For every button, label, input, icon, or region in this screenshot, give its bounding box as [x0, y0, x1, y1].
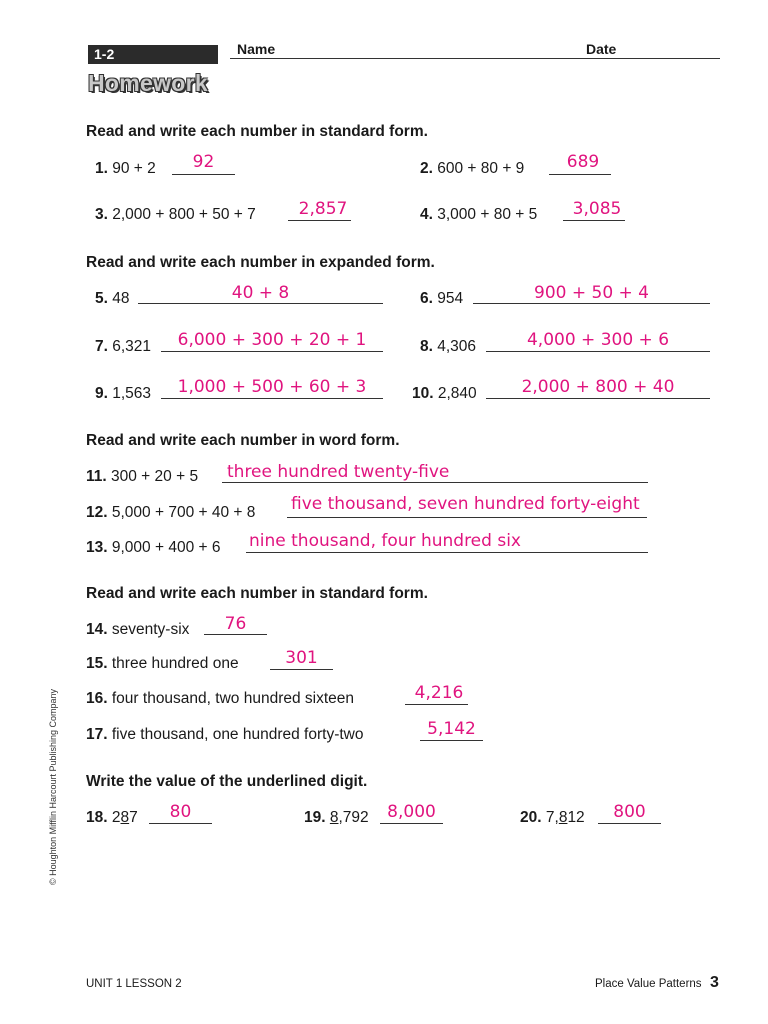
answer-12[interactable]: five thousand, seven hundred forty-eight	[291, 494, 640, 514]
section-heading-word: Read and write each number in word form.	[86, 432, 400, 449]
question-12	[86, 504, 255, 522]
question-prompt: five thousand, one hundred forty-two	[111, 726, 364, 743]
answer-line	[172, 174, 235, 175]
prompt-pre: 2	[111, 809, 121, 826]
answer-line	[161, 351, 383, 352]
answer-line	[486, 398, 710, 399]
question-2	[420, 160, 524, 178]
question-number: 19.	[304, 809, 326, 826]
question-prompt: 1,563	[112, 385, 152, 402]
question-number: 8.	[420, 338, 433, 355]
answer-line	[161, 398, 383, 399]
answer-line	[486, 351, 710, 352]
answer-7[interactable]: 6,000 + 300 + 20 + 1	[177, 330, 367, 350]
question-6	[420, 290, 463, 308]
question-18	[86, 809, 138, 827]
question-number: 5.	[95, 290, 108, 307]
question-prompt: 9,000 + 400 + 6	[111, 539, 221, 556]
answer-16[interactable]: 4,216	[414, 683, 464, 703]
question-prompt: 2,840	[437, 385, 477, 402]
question-number: 17.	[86, 726, 108, 743]
question-number: 1.	[95, 160, 108, 177]
name-label: Name	[237, 41, 276, 57]
name-date-line	[230, 58, 720, 59]
answer-8[interactable]: 4,000 + 300 + 6	[526, 330, 670, 350]
question-number: 10.	[412, 385, 434, 402]
answer-line	[598, 823, 661, 824]
question-number: 4.	[420, 206, 433, 223]
prompt-post: 12	[567, 809, 585, 826]
answer-11[interactable]: three hundred twenty-five	[227, 462, 450, 482]
section-heading-expanded: Read and write each number in expanded form.	[86, 254, 435, 271]
question-20	[520, 809, 585, 827]
question-9	[95, 385, 151, 403]
date-label: Date	[586, 41, 617, 57]
question-10	[412, 385, 477, 403]
section-heading-standard-1: Read and write each number in standard form.	[86, 123, 428, 140]
answer-line	[222, 482, 648, 483]
underlined-digit: 8	[120, 809, 130, 826]
question-13	[86, 539, 220, 557]
question-number: 13.	[86, 539, 108, 556]
answer-line	[420, 740, 483, 741]
question-prompt: 48	[112, 290, 130, 307]
question-number: 15.	[86, 655, 108, 672]
question-number: 11.	[86, 468, 107, 485]
answer-line	[288, 220, 351, 221]
question-number: 20.	[520, 809, 542, 826]
answer-10[interactable]: 2,000 + 800 + 40	[521, 377, 675, 397]
question-number: 14.	[86, 621, 108, 638]
copyright-notice: © Houghton Mifflin Harcourt Publishing Company	[48, 688, 58, 885]
question-prompt: 90 + 2	[112, 160, 156, 177]
prompt-post: 7	[129, 809, 138, 826]
question-number: 6.	[420, 290, 433, 307]
question-prompt: 5,000 + 700 + 40 + 8	[111, 504, 256, 521]
prompt-pre: 7,	[545, 809, 559, 826]
underlined-digit: 8	[329, 809, 339, 826]
answer-15[interactable]: 301	[285, 648, 318, 668]
question-8	[420, 338, 476, 356]
page-number: 3	[710, 974, 719, 991]
question-number: 3.	[95, 206, 108, 223]
question-15	[86, 655, 239, 673]
answer-1[interactable]: 92	[192, 152, 215, 172]
underlined-digit: 8	[558, 809, 568, 826]
question-3	[95, 206, 256, 224]
answer-line	[563, 220, 625, 221]
question-1	[95, 160, 156, 178]
question-number: 18.	[86, 809, 108, 826]
question-prompt: 3,000 + 80 + 5	[437, 206, 538, 223]
answer-17[interactable]: 5,142	[427, 719, 476, 739]
question-11	[86, 468, 198, 486]
question-prompt: seventy-six	[111, 621, 190, 638]
answer-20[interactable]: 800	[613, 802, 646, 822]
lesson-number-box: 1-2	[88, 45, 218, 64]
question-prompt: three hundred one	[111, 655, 239, 672]
question-prompt: 6,321	[112, 338, 152, 355]
answer-2[interactable]: 689	[566, 152, 600, 172]
answer-line	[138, 303, 383, 304]
homework-title: Homework	[88, 70, 208, 96]
answer-4[interactable]: 3,085	[572, 199, 622, 219]
prompt-post: ,792	[338, 809, 369, 826]
question-number: 9.	[95, 385, 108, 402]
footer-unit-lesson: UNIT 1 LESSON 2	[86, 978, 182, 990]
section-heading-standard-2: Read and write each number in standard form.	[86, 585, 428, 602]
question-19	[304, 809, 369, 827]
answer-18[interactable]: 80	[169, 802, 192, 822]
question-prompt: four thousand, two hundred sixteen	[111, 690, 355, 707]
answer-line	[204, 634, 267, 635]
answer-line	[149, 823, 212, 824]
question-14	[86, 621, 189, 639]
answer-19[interactable]: 8,000	[387, 802, 436, 822]
question-prompt: 4,306	[437, 338, 477, 355]
answer-line	[246, 552, 648, 553]
section-heading-value: Write the value of the underlined digit.	[86, 773, 368, 790]
footer-topic: Place Value Patterns	[595, 978, 702, 990]
question-17	[86, 726, 363, 744]
question-5	[95, 290, 130, 308]
question-number: 7.	[95, 338, 108, 355]
answer-line	[549, 174, 611, 175]
question-number: 2.	[420, 160, 433, 177]
answer-3[interactable]: 2,857	[298, 199, 348, 219]
question-prompt: 600 + 80 + 9	[437, 160, 525, 177]
question-prompt: 954	[437, 290, 464, 307]
question-7	[95, 338, 151, 356]
question-prompt: 300 + 20 + 5	[111, 468, 199, 485]
question-number: 16.	[86, 690, 108, 707]
answer-5[interactable]: 40 + 8	[231, 283, 290, 303]
question-4	[420, 206, 537, 224]
answer-6[interactable]: 900 + 50 + 4	[534, 283, 649, 303]
answer-14[interactable]: 76	[224, 614, 247, 634]
answer-line	[287, 517, 647, 518]
answer-9[interactable]: 1,000 + 500 + 60 + 3	[177, 377, 367, 397]
answer-13[interactable]: nine thousand, four hundred six	[249, 531, 521, 551]
answer-line	[405, 704, 468, 705]
question-prompt: 2,000 + 800 + 50 + 7	[112, 206, 256, 223]
answer-line	[380, 823, 443, 824]
answer-line	[270, 669, 333, 670]
answer-line	[473, 303, 710, 304]
question-16	[86, 690, 354, 708]
question-number: 12.	[86, 504, 108, 521]
